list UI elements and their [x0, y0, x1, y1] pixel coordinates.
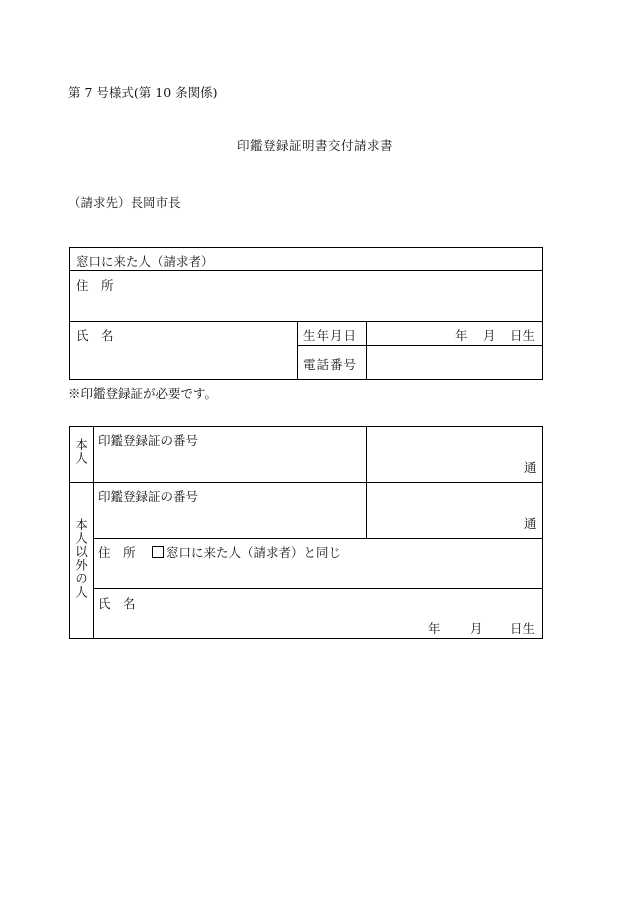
same-as-requester-label: 窓口に来た人（請求者）と同じ: [166, 545, 342, 560]
divider: [69, 321, 543, 322]
other-address-label: 住 所: [98, 545, 136, 560]
other-person-label: 本人以外の人: [73, 518, 89, 599]
same-as-requester-checkbox[interactable]: [152, 546, 164, 558]
phone-label: 電話番号: [303, 357, 358, 372]
self-label: 本人: [73, 438, 89, 465]
note: ※印鑑登録証が必要です。: [68, 386, 218, 401]
requester-name-label: 氏 名: [76, 328, 114, 343]
divider: [69, 270, 543, 271]
certificate-table-border: [69, 426, 543, 639]
self-count-unit: 通: [524, 460, 537, 475]
birth-date-label: 生年月日: [303, 328, 358, 343]
birth-day-unit: 日生: [510, 328, 536, 343]
form-number: 第 7 号様式(第 10 条関係): [68, 85, 218, 100]
divider: [69, 482, 543, 483]
divider: [93, 426, 94, 639]
requester-heading: 窓口に来た人（請求者）: [76, 254, 214, 269]
other-name-label: 氏 名: [98, 596, 136, 611]
birth-month-unit: 月: [483, 328, 496, 343]
divider: [93, 588, 543, 589]
page-title: 印鑑登録証明書交付請求書: [236, 138, 393, 153]
birth-year-unit: 年: [455, 328, 468, 343]
same-as-requester-option[interactable]: [152, 543, 341, 561]
self-cert-number-label: 印鑑登録証の番号: [98, 433, 199, 448]
other-birth-month-unit: 月: [470, 621, 483, 636]
divider: [366, 321, 367, 380]
requester-address-label: 住 所: [76, 278, 114, 293]
divider: [297, 345, 543, 346]
addressee: （請求先）長岡市長: [68, 195, 181, 210]
other-birth-day-unit: 日生: [510, 621, 536, 636]
other-cert-number-label: 印鑑登録証の番号: [98, 489, 199, 504]
divider: [297, 321, 298, 380]
other-birth-year-unit: 年: [428, 621, 441, 636]
other-count-unit: 通: [524, 516, 537, 531]
divider: [93, 538, 543, 539]
